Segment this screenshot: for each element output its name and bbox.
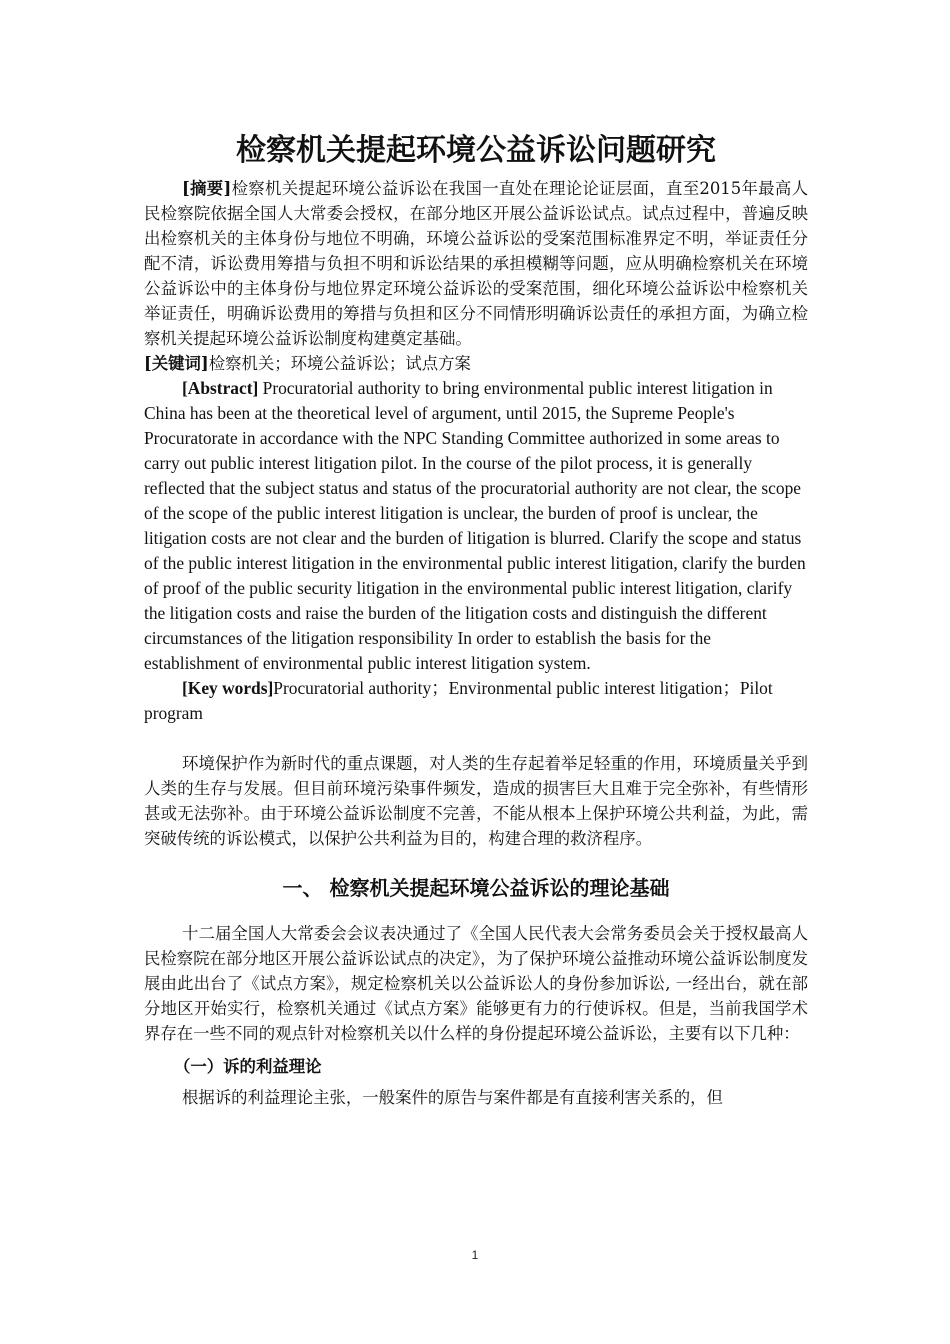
keywords-cn <box>144 351 808 376</box>
abstract-cn <box>144 176 808 351</box>
abstract-en-label: [Abstract] <box>182 378 259 398</box>
keywords-cn-text: 检察机关；环境公益诉讼；试点方案 <box>208 354 471 373</box>
subsection-paragraph: 根据诉的利益理论主张，一般案件的原告与案件都是有直接利害关系的，但 <box>182 1088 723 1107</box>
section-paragraph: 十二届全国人大常委会会议表决通过了《全国人民代表大会常务委员会关于授权最高人民检察院在部分地区开展公益诉讼试点的决定》，为了保护环境公益推动环境公益诉讼制度发展由此出台了《试点方案》，规定检察机关以公益诉讼人的身份参加诉讼, 一经出台，就在部分地区开始实行，检察机关通过《试点方案》能够更有力的行使诉权。但是，当前我国学术界存在一些不同的观点针对检察机关以什么样的身份提起环境公益诉讼，主要有以下几种： <box>144 924 808 1043</box>
page-title: 检察机关提起环境公益诉讼问题研究 <box>236 133 716 168</box>
subsection-heading: （一）诉的利益理论 <box>174 1057 322 1076</box>
page-number: 1 <box>471 1248 479 1262</box>
section-heading: 一、 检察机关提起环境公益诉讼的理论基础 <box>282 876 670 900</box>
blank-line <box>144 726 808 751</box>
abstract-en <box>144 376 808 676</box>
keywords-en <box>144 676 808 726</box>
abstract-cn-label: [摘要] <box>182 179 232 198</box>
intro-paragraph: 环境保护作为新时代的重点课题，对人类的生存起着举足轻重的作用，环境质量关乎到人类的生存与发展。但目前环境污染事件频发，造成的损害巨大且难于完全弥补，有些情形甚或无法弥补。由于环境公益诉讼制度不完善，不能从根本上保护环境公共利益，为此，需突破传统的诉讼模式，以保护公共利益为目的，构建合理的救济程序。 <box>144 754 808 848</box>
keywords-en-text: Procuratorial authority；Environmental public interest litigation；Pilot program <box>144 678 773 723</box>
keywords-cn-label: [关键词] <box>144 354 209 373</box>
abstract-en-text: Procuratorial authority to bring environmental public interest litigation in China has been at the theoretical level of argument, until 2015, the Supreme People's Procuratorate in accordance with the NPC Standing Committee authorized in some areas to carry out public interest litigation pilot. In the course of the pilot process, it is generally reflected that the subject status and status of the procuratorial authority are not clear, the scope of the scope of the public interest litigation is unclear, the burden of proof is unclear, the litigation costs are not clear and the burden of litigation is blurred. Clarify the scope and status of the public interest litigation in the environmental public interest litigation, clarify the burden of proof of the public security litigation in the environmental public interest litigation, clarify the litigation costs and raise the burden of the litigation costs and distinguish the different circumstances of the litigation responsibility In order to establish the basis for the establishment of environmental public interest litigation system. <box>144 378 806 673</box>
keywords-en-label: [Key words] <box>182 678 274 698</box>
page-content <box>144 128 808 1110</box>
abstract-cn-text: 检察机关提起环境公益诉讼在我国一直处在理论论证层面，直至2015年最高人民检察院依据全国人大常委会授权，在部分地区开展公益诉讼试点。试点过程中，普遍反映出检察机关的主体身份与地位不明确，环境公益诉讼的受案范围标准界定不明，举证责任分配不清，诉讼费用筹措与负担不明和诉讼结果的承担模糊等问题，应从明确检察机关在环境公益诉讼中的主体身份与地位界定环境公益诉讼的受案范围，细化环境公益诉讼中检察机关举证责任，明确诉讼费用的筹措与负担和区分不同情形明确诉讼责任的承担方面，为确立检察机关提起环境公益诉讼制度构建奠定基础。 <box>144 179 808 348</box>
